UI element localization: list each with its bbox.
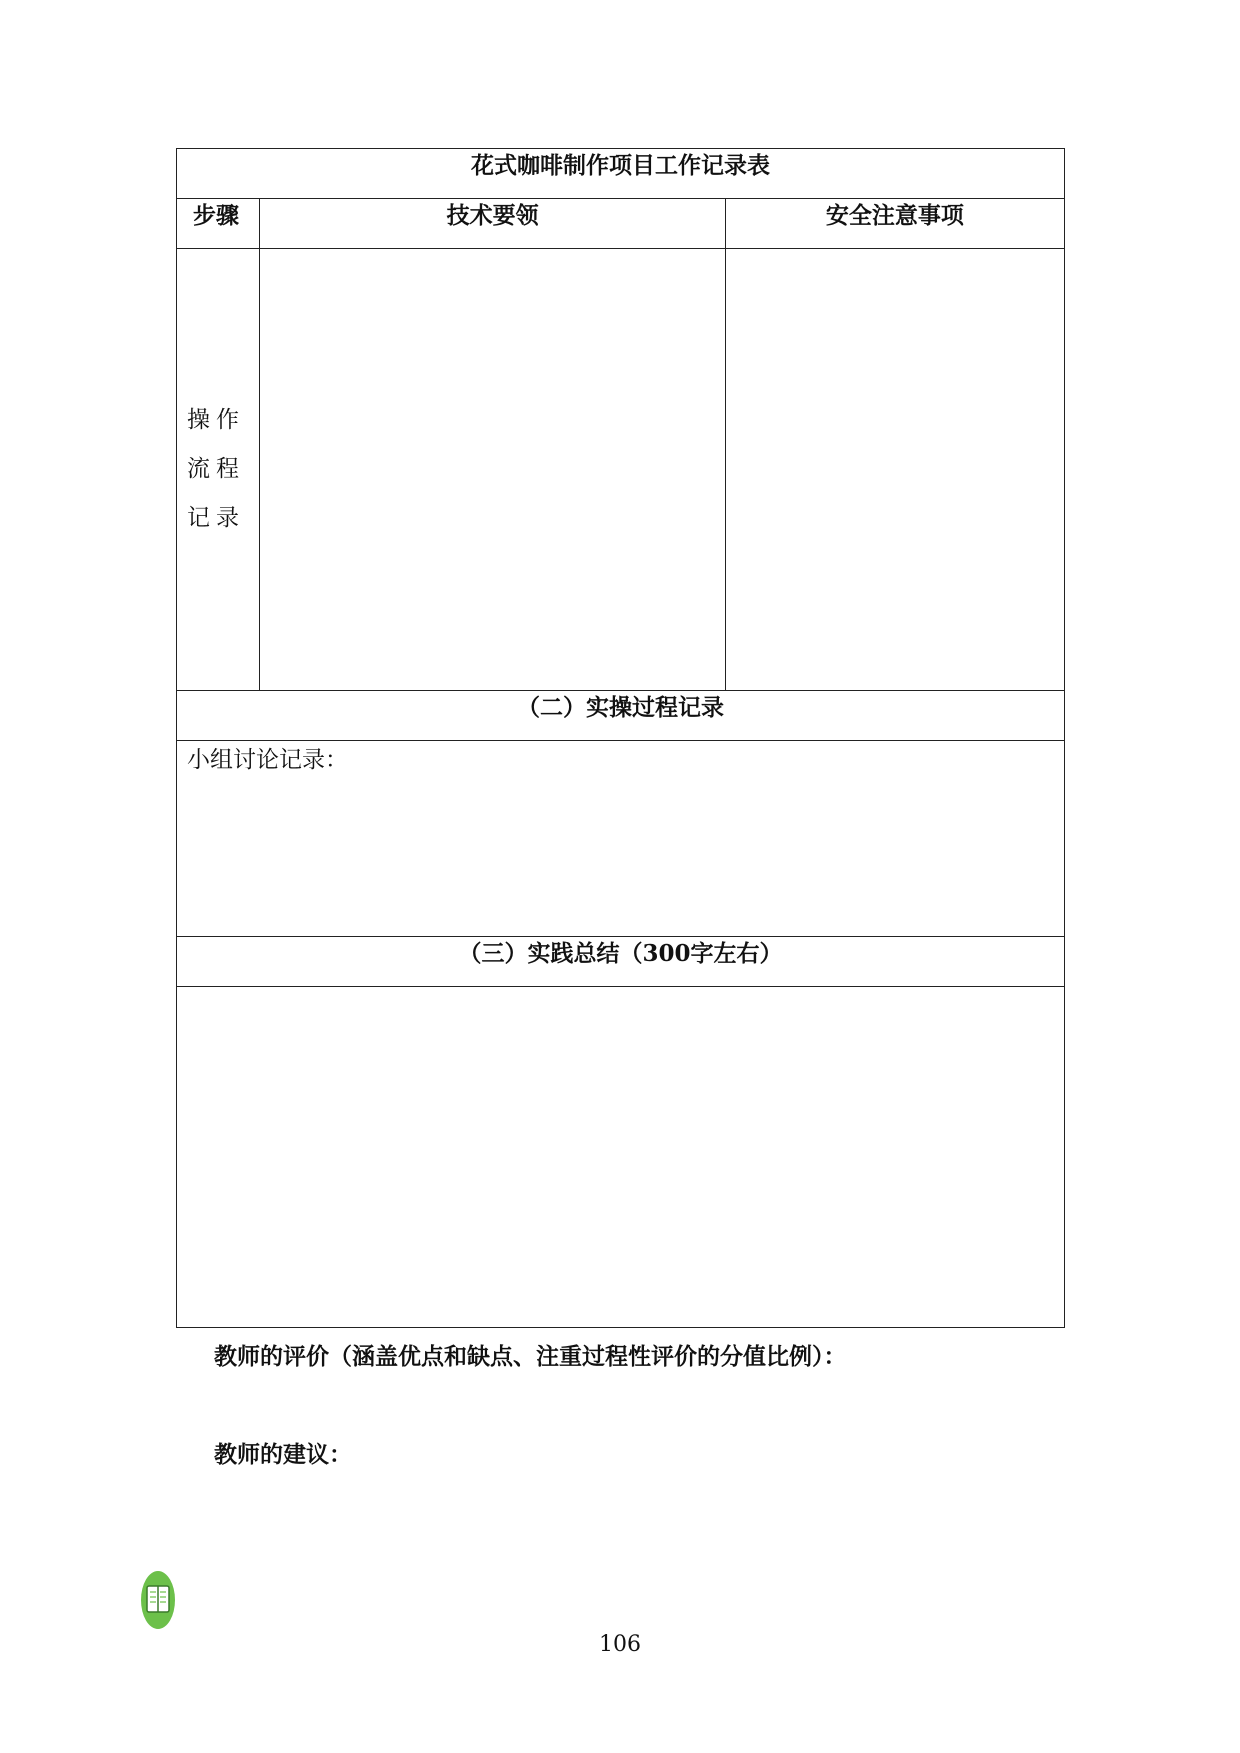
column-header-technique: 技术要领 [260, 199, 726, 249]
page-number: 106 [599, 1632, 641, 1657]
safety-input-cell[interactable] [725, 249, 1064, 691]
step-cell [177, 249, 260, 691]
section2-title: （二）实操过程记录 [177, 691, 1065, 741]
technique-input-cell[interactable] [260, 249, 726, 691]
summary-input-cell[interactable] [177, 987, 1065, 1328]
step-label: 操作流程记录 [187, 407, 245, 531]
table-title: 花式咖啡制作项目工作记录表 [177, 149, 1065, 199]
column-header-safety: 安全注意事项 [725, 199, 1064, 249]
column-header-step: 步骤 [177, 199, 260, 249]
discussion-label: 小组讨论记录： [187, 747, 348, 773]
section3-title: （三）实践总结（300字左右） [177, 937, 1065, 987]
work-record-table [176, 148, 1065, 1328]
teacher-suggestion-label: 教师的建议： [214, 1441, 352, 1468]
discussion-cell[interactable] [177, 741, 1065, 937]
book-icon [140, 1570, 176, 1630]
teacher-evaluation-label: 教师的评价（涵盖优点和缺点、注重过程性评价的分值比例）： [214, 1343, 847, 1370]
